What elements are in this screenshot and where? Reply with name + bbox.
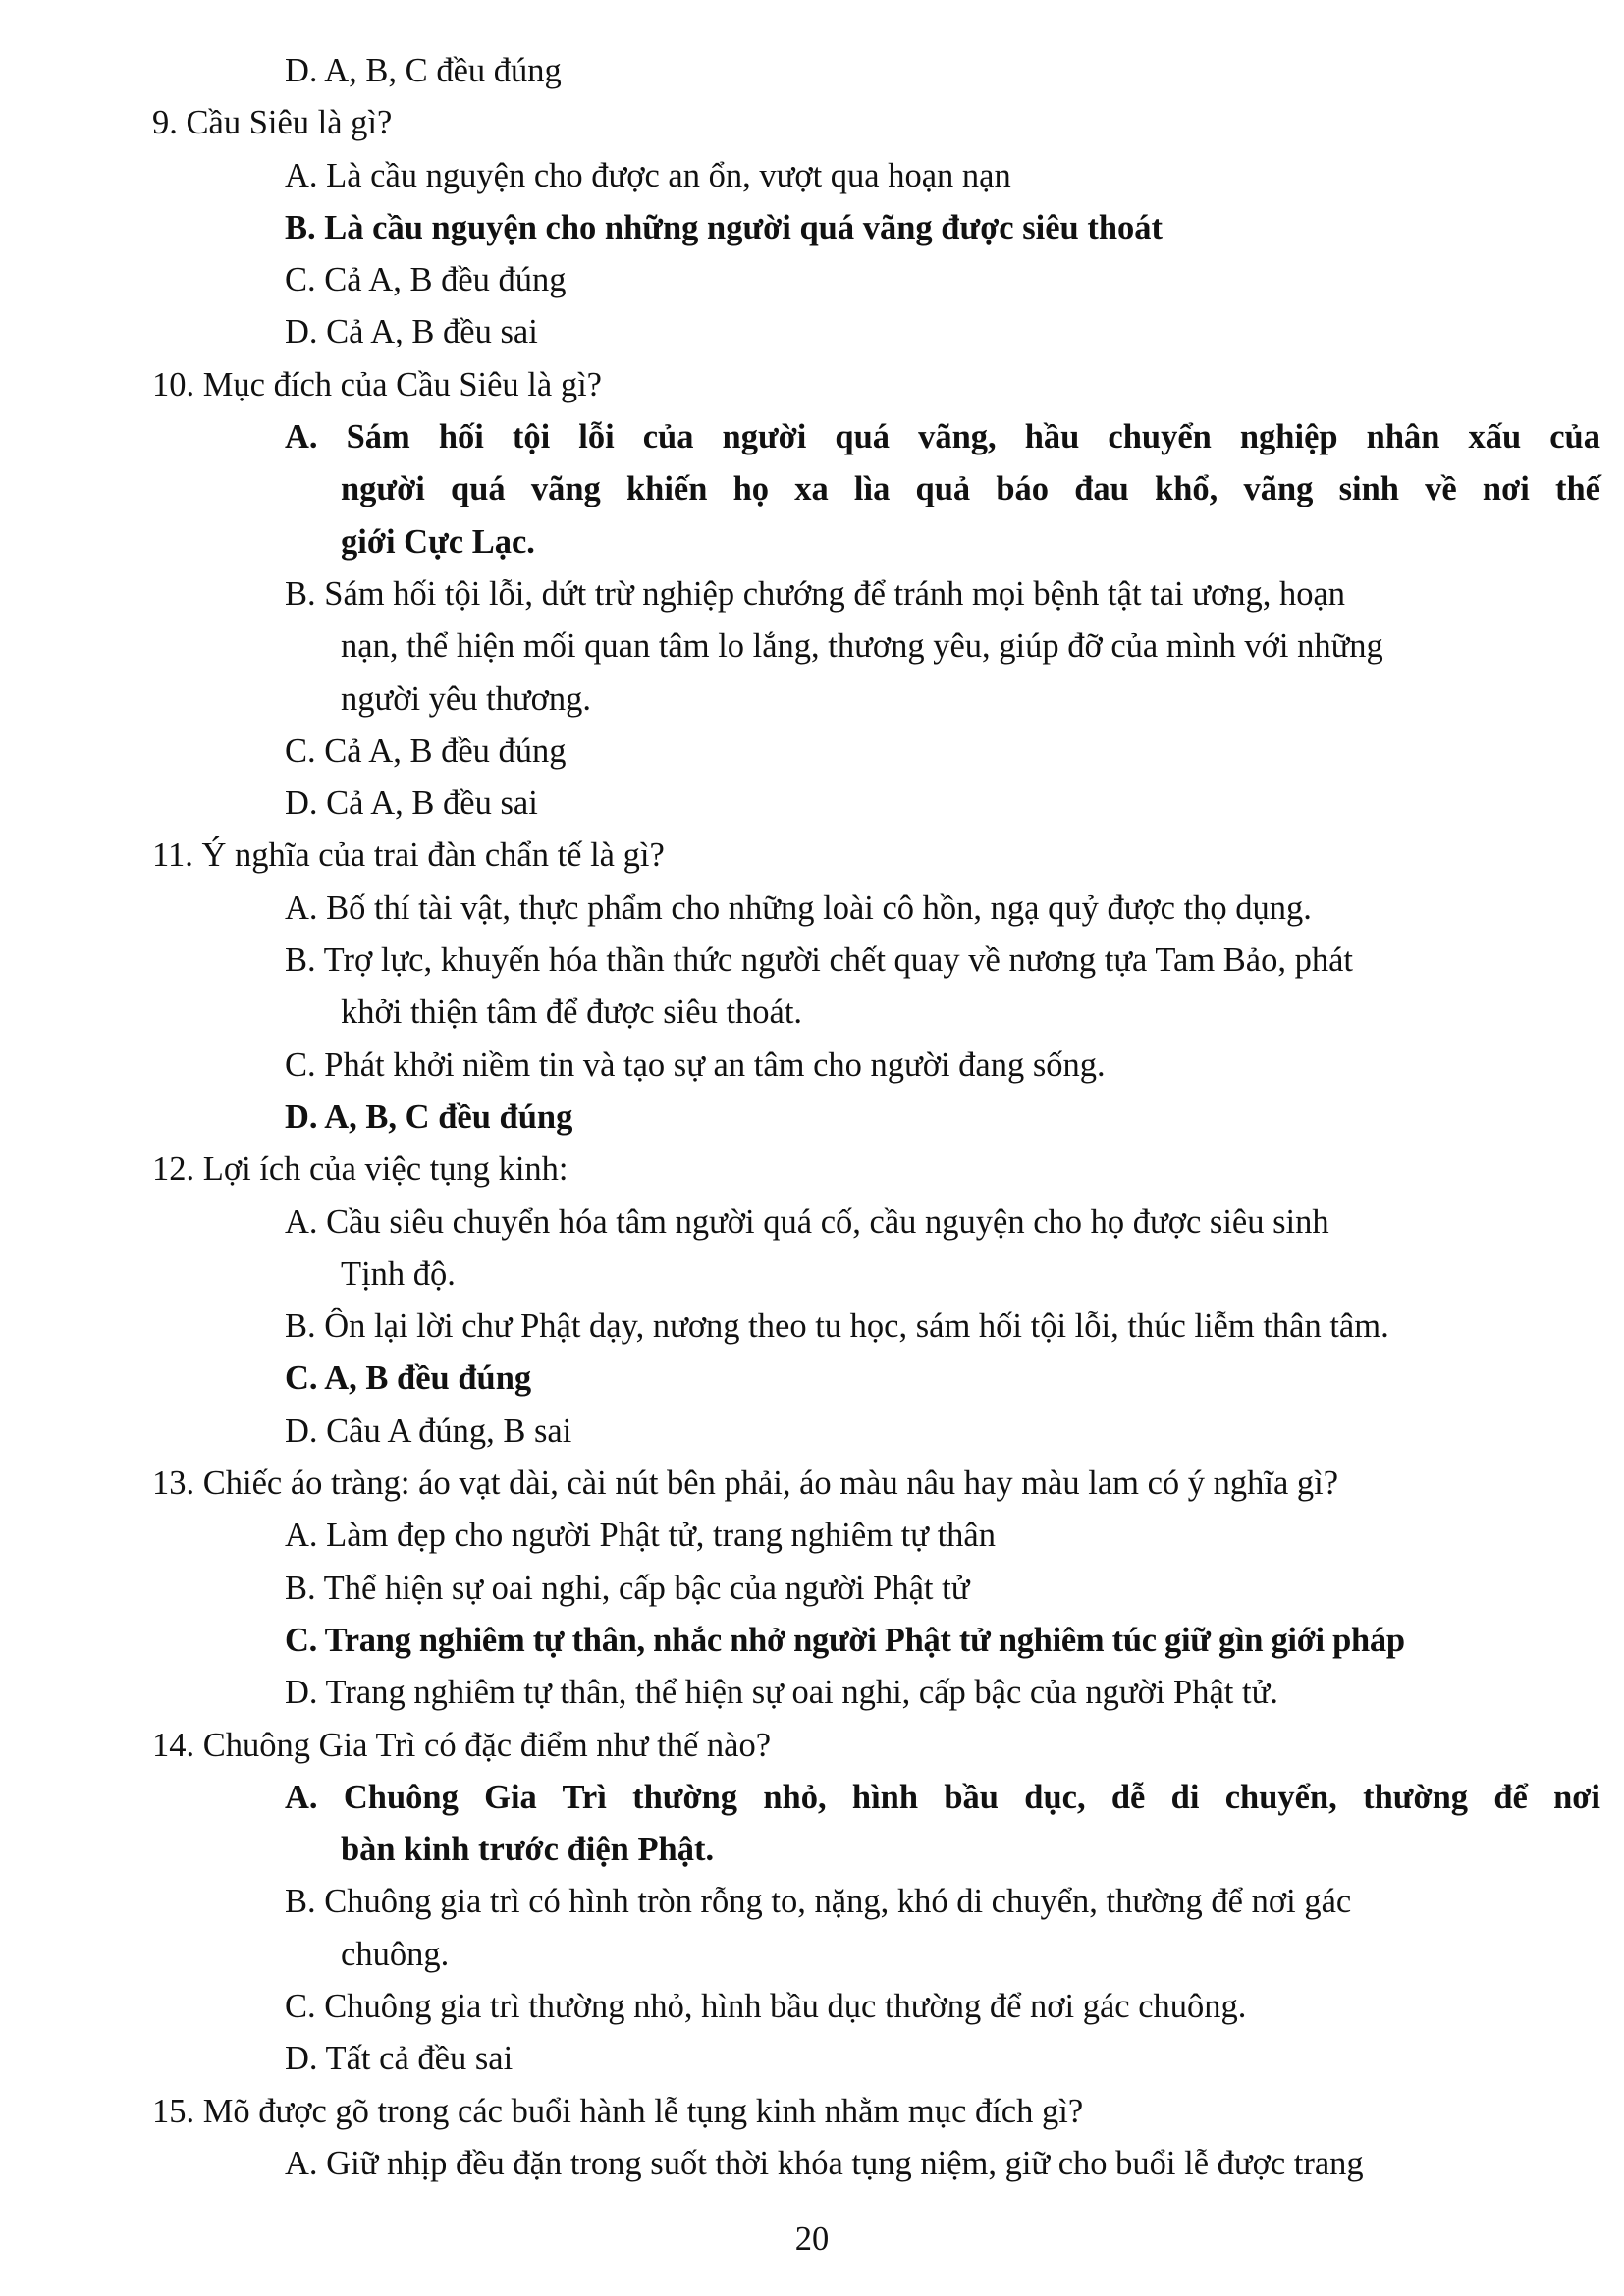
- option-14a-correct: [152, 1772, 1600, 1877]
- option-text: C. Trang nghiêm tự thân, nhắc nhở người Phật tử nghiêm túc giữ gìn giới pháp: [285, 1621, 1405, 1659]
- option-10b: [152, 568, 1546, 725]
- question-11: 11. Ý nghĩa của trai đàn chẩn tế là gì?: [152, 836, 665, 875]
- option-text: D. Cả A, B đều sai: [285, 313, 538, 351]
- option-13d: [152, 1667, 1546, 1719]
- option-text: C. Cả A, B đều đúng: [285, 261, 567, 299]
- option-text: D. A, B, C đều đúng: [285, 52, 562, 89]
- option-12b: [152, 1301, 1546, 1353]
- option-text: B. Là cầu nguyện cho những người quá vãng được siêu thoát: [285, 208, 1164, 246]
- question-13: 13. Chiếc áo tràng: áo vạt dài, cài nút bên phải, áo màu nâu hay màu lam có ý nghĩa gì?: [152, 1465, 1339, 1503]
- question-10: 10. Mục đích của Cầu Siêu là gì?: [152, 365, 602, 403]
- option-14c: [152, 1981, 1546, 2033]
- option-text: C. Cả A, B đều đúng: [285, 731, 567, 770]
- option-10d: [152, 777, 1546, 829]
- option-text: C. Chuông gia trì thường nhỏ, hình bầu dục thường để nơi gác chuông.: [285, 1987, 1247, 2025]
- question-15: 15. Mõ được gõ trong các buổi hành lễ tụng kinh nhằm mục đích gì?: [152, 2092, 1084, 2130]
- option-14d: [152, 2033, 1546, 2085]
- option-text-cont: nạn, thể hiện mối quan tâm lo lắng, thương yêu, giúp đỡ của mình với những: [341, 627, 1383, 666]
- option-14b: [152, 1876, 1546, 1981]
- option-text: A. Là cầu nguyện cho được an ổn, vượt qua hoạn nạn: [285, 156, 1011, 194]
- option-10a-correct: [152, 411, 1600, 568]
- page-number: 20: [794, 2220, 830, 2258]
- option-text-cont: người yêu thương.: [341, 679, 591, 718]
- option-8d: [152, 45, 1546, 97]
- option-text-cont: chuông.: [341, 1935, 450, 1973]
- option-13c-correct: [152, 1615, 1546, 1667]
- option-text: A. Cầu siêu chuyển hóa tâm người quá cố, cầu nguyện cho họ được siêu sinh: [285, 1202, 1329, 1241]
- option-text-cont: khởi thiện tâm để được siêu thoát.: [341, 993, 803, 1032]
- option-11c: [152, 1040, 1546, 1092]
- option-9b-correct: [152, 202, 1546, 254]
- option-9c: [152, 254, 1546, 306]
- option-text: B. Thể hiện sự oai nghi, cấp bậc của người Phật tử: [285, 1569, 970, 1607]
- option-text: A. Bố thí tài vật, thực phẩm cho những loài cô hồn, ngạ quỷ được thọ dụng.: [285, 888, 1312, 927]
- option-text-cont: Tịnh độ.: [341, 1255, 456, 1293]
- option-text: D. Tất cả đều sai: [285, 2040, 514, 2078]
- option-text: B. Ôn lại lời chư Phật dạy, nương theo tu học, sám hối tội lỗi, thúc liễm thân tâm.: [285, 1308, 1389, 1346]
- question-14: 14. Chuông Gia Trì có đặc điểm như thế nào?: [152, 1726, 772, 1764]
- option-text: D. Cả A, B đều sai: [285, 784, 538, 823]
- option-13b: [152, 1563, 1546, 1615]
- option-text: B. Sám hối tội lỗi, dứt trừ nghiệp chướng để tránh mọi bệnh tật tai ương, hoạn: [285, 574, 1346, 613]
- question-9: 9. Cầu Siêu là gì?: [152, 104, 393, 142]
- option-text: D. A, B, C đều đúng: [285, 1097, 573, 1136]
- question-12: 12. Lợi ích của việc tụng kinh:: [152, 1150, 568, 1189]
- option-11d-correct: [152, 1092, 1546, 1144]
- option-text: A. Sám hối tội lỗi của người quá vãng, hầu chuyển nghiệp nhân xấu của: [285, 418, 1600, 456]
- option-11a: [152, 882, 1546, 934]
- quiz-content: [152, 45, 1600, 2190]
- option-text: C. Phát khởi niềm tin và tạo sự an tâm cho người đang sống.: [285, 1045, 1106, 1084]
- option-text-cont: người quá vãng khiến họ xa lìa quả báo đau khổ, vãng sinh về nơi thế: [341, 470, 1600, 508]
- option-text: A. Làm đẹp cho người Phật tử, trang nghiêm tự thân: [285, 1517, 996, 1555]
- option-9d: [152, 306, 1546, 358]
- option-10c: [152, 725, 1546, 777]
- option-12d: [152, 1406, 1546, 1458]
- option-text: D. Trang nghiêm tự thân, thể hiện sự oai nghi, cấp bậc của người Phật tử.: [285, 1674, 1278, 1712]
- option-9a: [152, 150, 1546, 202]
- option-text: B. Chuông gia trì có hình tròn rỗng to, nặng, khó di chuyển, thường để nơi gác: [285, 1883, 1352, 1921]
- option-13a: [152, 1510, 1546, 1562]
- option-11b: [152, 934, 1546, 1040]
- option-text: A. Chuông Gia Trì thường nhỏ, hình bầu dục, dễ di chuyển, thường để nơi: [285, 1778, 1600, 1816]
- option-text: B. Trợ lực, khuyến hóa thần thức người chết quay về nương tựa Tam Bảo, phát: [285, 941, 1354, 980]
- option-text-cont: bàn kinh trước điện Phật.: [341, 1831, 715, 1869]
- option-text: D. Câu A đúng, B sai: [285, 1412, 572, 1450]
- option-12a: [152, 1197, 1546, 1302]
- option-text: A. Giữ nhịp đều đặn trong suốt thời khóa tụng niệm, giữ cho buổi lễ được trang: [285, 2144, 1364, 2182]
- option-12c-correct: [152, 1353, 1546, 1405]
- option-text: C. A, B đều đúng: [285, 1360, 532, 1398]
- option-15a: [152, 2138, 1546, 2190]
- option-text-cont: giới Cực Lạc.: [341, 522, 535, 561]
